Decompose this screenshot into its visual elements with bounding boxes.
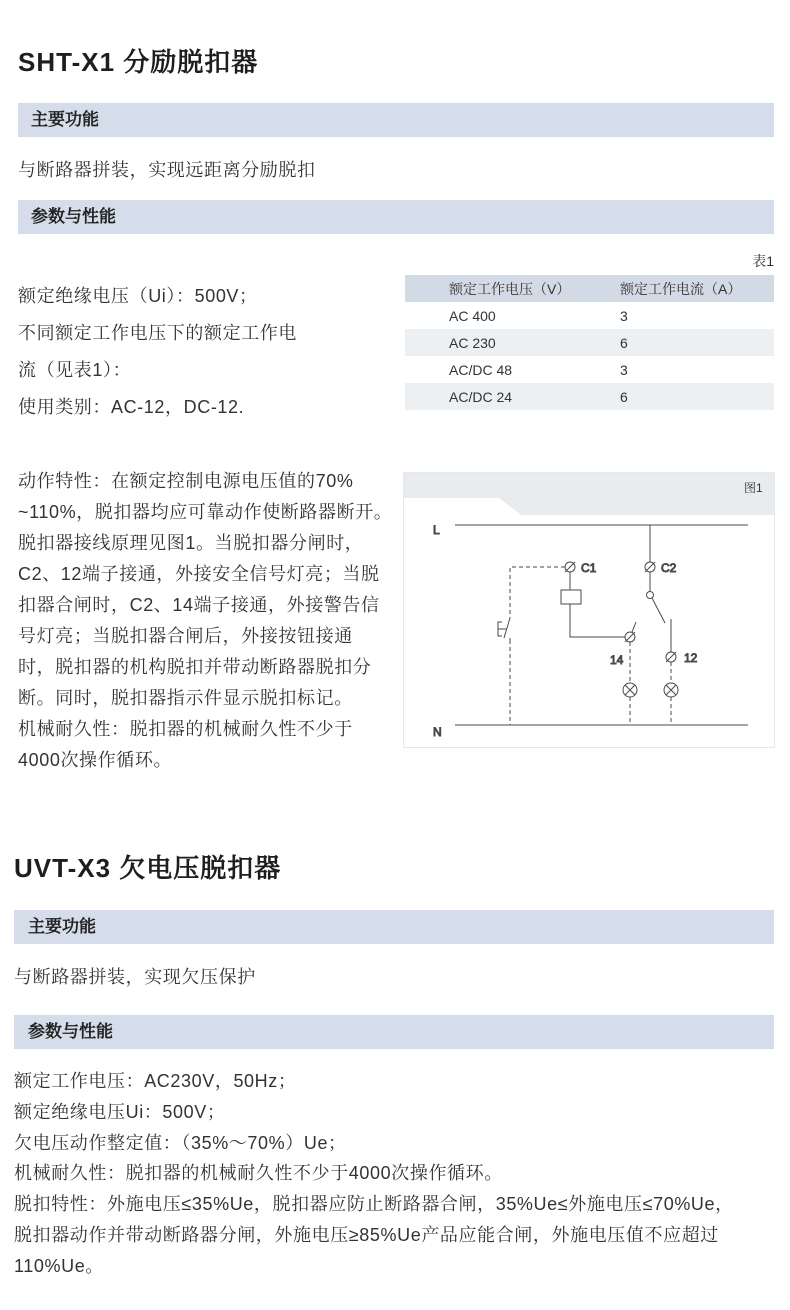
terminal-c2-icon [645, 562, 655, 572]
neutral-n-label: N [433, 725, 442, 739]
table-row [405, 302, 774, 329]
main-function-text: 与断路器拼装，实现远距离分励脱扣 [18, 160, 316, 180]
parameters-heading: 参数与性能 [31, 207, 116, 226]
parameters-header [18, 200, 774, 234]
column-header-voltage: 额定工作电压（V） [449, 280, 571, 297]
description-line: 脱扣器接线原理见图1。当脱扣器分闸时， [18, 533, 364, 553]
lamp-cross [666, 685, 676, 695]
table-row [405, 356, 774, 383]
operation-description [18, 466, 400, 776]
terminal-c1-label: C1 [581, 561, 597, 575]
current-cell: 6 [620, 388, 628, 405]
table-row [405, 383, 774, 410]
voltage-cell: AC 400 [449, 307, 496, 324]
parameter-line: 额定绝缘电压Ui：500V； [14, 1101, 226, 1122]
figure-header-band [403, 472, 775, 515]
description-line: ~110%，脱扣器均应可靠动作使断路器断开。 [18, 502, 393, 522]
voltage-cell: AC/DC 48 [449, 361, 513, 378]
lamp-cross [625, 685, 635, 695]
description-line: 号灯亮；当脱扣器合闸后，外接按钮接通 [18, 626, 353, 646]
column-header-current: 额定工作电流（A） [620, 280, 742, 297]
push-button-contact [504, 618, 510, 638]
current-cell: 6 [620, 334, 628, 351]
voltage-cell: AC/DC 24 [449, 388, 513, 405]
main-function-header [18, 103, 774, 137]
description-line: 机械耐久性：脱扣器的机械耐久性不少于 [18, 719, 353, 739]
parameter-line: 额定工作电压：AC230V，50Hz； [14, 1071, 297, 1091]
terminal-c1-icon [565, 562, 575, 572]
coil-icon [561, 590, 581, 604]
parameter-line: 流（见表1）： [18, 360, 132, 380]
parameters-header [14, 1015, 774, 1049]
main-function-heading: 主要功能 [28, 917, 96, 936]
parameter-line: 110%Ue。 [14, 1255, 104, 1276]
parameter-line: 使用类别：AC-12，DC-12. [18, 397, 245, 417]
safety-lamp-icon [664, 683, 678, 697]
wiring-diagram [403, 472, 775, 748]
push-button-icon [498, 618, 510, 640]
parameter-line: 不同额定工作电压下的额定工作电 [18, 323, 297, 343]
table-caption: 表1 [752, 253, 774, 269]
terminal-14-label: 14 [610, 653, 624, 667]
parameter-line: 脱扣器动作并带动断路器分闸，外施电压≥85%Ue产品应能合闸，外施电压值不应超过 [14, 1224, 719, 1245]
parameter-line: 欠电压动作整定值：（35%～70%）Ue； [14, 1132, 347, 1153]
description-line: 4000次操作循环。 [18, 750, 173, 770]
voltage-cell: AC 230 [449, 334, 496, 351]
warning-lamp-icon [623, 683, 637, 697]
switch-pivot-icon [647, 592, 654, 599]
undervoltage-release-section [0, 800, 790, 1310]
terminal-c2-label: C2 [661, 561, 677, 575]
table-row [405, 329, 774, 356]
parameters-heading: 参数与性能 [28, 1022, 113, 1041]
coil-to-terminal-14-wire [570, 604, 625, 637]
rated-current-table [405, 275, 774, 410]
switch-blade [652, 598, 665, 623]
table-header-row [405, 275, 774, 302]
line-l-label: L [433, 523, 440, 537]
main-function-heading: 主要功能 [31, 110, 99, 129]
description-line: 时，脱扣器的机构脱扣并带动断路器脱扣分 [18, 657, 372, 677]
current-cell: 3 [620, 307, 628, 324]
parameter-line: 脱扣特性：外施电压≤35%Ue，脱扣器应防止断路器合闸，35%Ue≤外施电压≤70%Ue， [14, 1194, 734, 1215]
description-line: C2、12端子接通，外接安全信号灯亮；当脱 [18, 564, 380, 584]
current-cell: 3 [620, 361, 628, 378]
terminal-12-label: 12 [684, 651, 698, 665]
section-title: SHT-X1 分励脱扣器 [18, 47, 259, 77]
parameters-text [14, 1066, 786, 1282]
terminal-14-icon [625, 632, 635, 642]
section-title: UVT-X3 欠电压脱扣器 [14, 853, 282, 883]
contact-14-stub [632, 622, 636, 632]
description-line: 断。同时，脱扣器指示件显示脱扣标记。 [18, 688, 353, 708]
external-button-wire-top [510, 567, 565, 618]
figure-caption: 图1 [744, 481, 763, 495]
terminal-12-icon [666, 652, 676, 662]
main-function-header [14, 910, 774, 944]
description-line: 扣器合闸时，C2、14端子接通，外接警告信 [18, 595, 380, 615]
parameters-text [18, 278, 398, 426]
wiring-figure [403, 472, 775, 748]
parameter-line: 额定绝缘电压（Ui）：500V； [18, 286, 258, 306]
description-line: 动作特性：在额定控制电源电压值的70% [18, 471, 354, 491]
parameter-line: 机械耐久性：脱扣器的机械耐久性不少于4000次操作循环。 [14, 1163, 503, 1184]
main-function-text: 与断路器拼装，实现欠压保护 [14, 967, 256, 987]
